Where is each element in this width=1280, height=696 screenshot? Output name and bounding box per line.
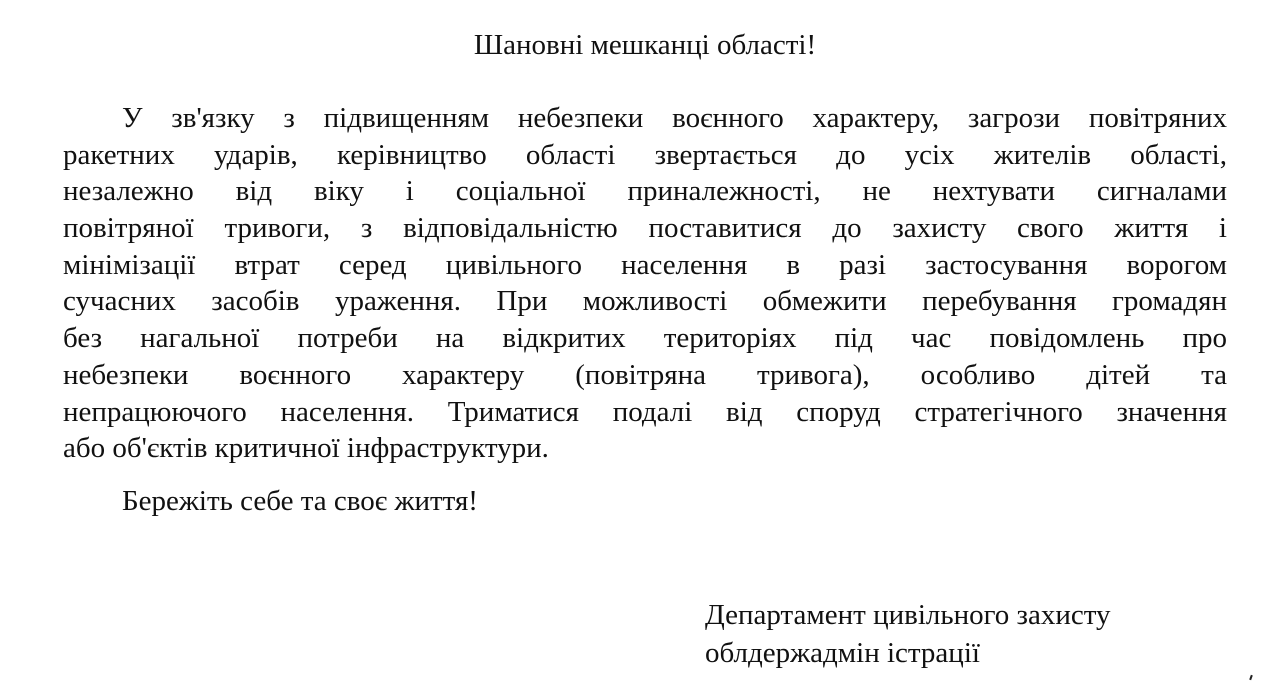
signature-administration: облдержадмін істрації	[705, 637, 980, 669]
body-line: непрацюючого населення. Триматися подалі від споруд стратегічного значення	[63, 395, 1227, 428]
body-line: небезпеки воєнного характеру (повітряна тривога), особливо дітей та	[63, 358, 1227, 391]
body-line: повітряної тривоги, з відповідальністю поставитися до захисту свого життя і	[63, 212, 1227, 245]
body-line: мінімізації втрат серед цивільного населення в разі застосування ворогом	[63, 248, 1227, 281]
scan-speck	[1249, 675, 1253, 680]
body-line: ракетних ударів, керівництво області звертається до усіх жителів області,	[63, 138, 1227, 171]
body-line: без нагальної потреби на відкритих територіях під час повідомлень про	[63, 322, 1227, 355]
signature-block	[705, 596, 1111, 672]
body-line: сучасних засобів ураження. При можливості обмежити перебування громадян	[63, 285, 1227, 318]
appeal-body	[63, 100, 1227, 467]
body-line: незалежно від віку і соціальної приналежності, не нехтувати сигналами	[63, 175, 1227, 208]
body-line: або об'єктів критичної інфраструктури.	[63, 432, 549, 465]
body-line: У зв'язку з підвищенням небезпеки воєнного характеру, загрози повітряних	[122, 102, 1227, 134]
greeting-heading: Шановні мешканці області!	[473, 29, 817, 61]
signature-department: Департамент цивільного захисту	[705, 599, 1111, 631]
closing-line: Бережіть себе та своє життя!	[122, 485, 478, 517]
